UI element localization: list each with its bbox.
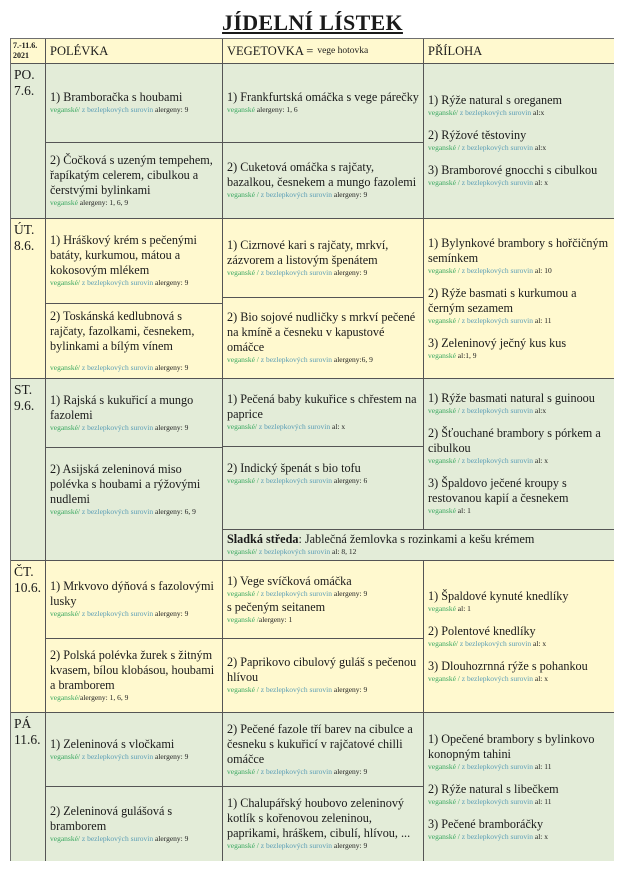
gluten-free-tag: z bezlepkových surovin <box>459 761 533 771</box>
dish-tags <box>50 693 218 703</box>
gluten-free-tag: z bezlepkových surovin <box>258 355 332 364</box>
dish-name: 1) Rýže natural s oreganem <box>428 93 563 107</box>
vegan-tag: veganské / <box>428 406 460 415</box>
vegan-tag: veganské / <box>227 685 259 694</box>
gluten-free-tag: z bezlepkových surovin <box>459 265 533 275</box>
day-date: 7.6. <box>14 83 35 98</box>
dish-item <box>50 233 218 289</box>
dish-tags <box>227 422 419 432</box>
vegan-tag: veganské/ <box>50 751 80 761</box>
vegan-tag: veganské / <box>428 761 460 771</box>
dish-name: 2) Polentové knedlíky <box>428 623 536 638</box>
side-cell <box>424 219 614 379</box>
dish-name: 3) Zeleninový ječný kus kus <box>428 335 567 350</box>
allergens: alergeny: 9 <box>153 751 189 761</box>
gluten-free-tag: z bezlepkových surovin <box>80 105 154 114</box>
day-cell <box>11 64 46 219</box>
dish-name: 2) Šťouchané brambory s pórkem a cibulkou <box>428 426 601 455</box>
allergens: al: x <box>532 456 548 465</box>
date-range: 7.-11.6. <box>13 41 38 50</box>
gluten-free-tag: z bezlepkových surovin <box>459 178 533 187</box>
dish-item <box>227 160 419 201</box>
day-cell <box>11 561 46 713</box>
vegan-tag: veganské / <box>227 267 259 277</box>
vegan-tag: veganské <box>428 350 456 360</box>
dish-name: 2) Rýže basmati s kurkumou a černým sezamem <box>428 285 577 315</box>
vegan-tag: veganské/ <box>227 547 257 556</box>
dish-name: 1) Vege svíčková omáčka <box>227 573 352 588</box>
dish-name: 2) Pečené fazole tří barev na cibulce a česneku s kukuřicí v rajčatové chilli omáčce <box>227 721 413 766</box>
dish-item <box>428 476 610 517</box>
allergens: alergeny:6, 9 <box>331 355 373 364</box>
page-title: JÍDELNÍ LÍSTEK <box>222 10 403 35</box>
side-cell <box>424 379 614 530</box>
dish-name: 3) Bramborové gnocchi s cibulkou <box>428 163 598 177</box>
soup-cell <box>46 219 223 304</box>
dish-name: 1) Rýže basmati natural s guinoou <box>428 391 595 405</box>
gluten-free-tag: z bezlepkových surovin <box>80 362 154 372</box>
gluten-free-tag: z bezlepkových surovin <box>257 422 331 431</box>
vegan-tag: veganské / <box>428 178 460 187</box>
dish-tags <box>428 266 610 276</box>
vegan-tag: veganské / <box>428 265 460 275</box>
vege-cell <box>223 219 424 298</box>
dish-name: 1) Chalupářský houbovo zeleninový kotlík s kořenovou zeleninou, paprikami, hráškem, cibulí, hlívou, ... <box>227 796 411 840</box>
vegan-tag: veganské / <box>428 831 460 841</box>
dish-item <box>227 90 419 116</box>
allergens: al:x <box>531 108 545 117</box>
dish-tags <box>50 507 218 517</box>
header-vege-note: vege hotovka <box>317 46 369 56</box>
vegan-tag: veganské / <box>428 673 460 683</box>
vegan-tag: veganské <box>50 197 78 207</box>
gluten-free-tag: z bezlepkových surovin <box>459 673 533 683</box>
dish-item <box>428 128 610 154</box>
allergens: al: 1 <box>455 506 471 515</box>
gluten-free-tag: z bezlepkových surovin <box>80 507 154 516</box>
gluten-free-tag: z bezlepkových surovin <box>80 609 154 618</box>
dish-tags <box>227 190 419 200</box>
vegan-tag: veganské / <box>428 143 460 152</box>
vegan-tag: veganské / <box>227 614 259 624</box>
vegan-tag: veganské/ <box>50 105 80 114</box>
vege-cell <box>223 64 424 143</box>
day-name: ČT. <box>14 564 34 579</box>
dish-name: 1) Bramboračka s houbami <box>50 90 183 104</box>
dish-name: 2) Rýžové těstoviny <box>428 128 527 142</box>
dish-tags <box>428 316 610 326</box>
dish-item <box>50 90 218 116</box>
dish-tags <box>428 674 610 684</box>
vegan-tag: veganské / <box>428 456 460 465</box>
dish-item <box>227 392 419 433</box>
day-name: PO. <box>14 67 35 82</box>
gluten-free-tag: z bezlepkových surovin <box>258 685 332 694</box>
allergens: al: 8, 12 <box>330 547 357 556</box>
sweet-dish <box>227 532 610 547</box>
dish-item <box>50 153 218 209</box>
dish-tags <box>428 178 610 188</box>
allergens: alergeny: 9 <box>153 609 189 618</box>
dish-tags <box>50 278 218 288</box>
dish-item <box>50 393 218 434</box>
dish-name: 1) Cizrnové kari s rajčaty, mrkví, zázvorem a listovým špenátem <box>227 237 389 267</box>
header-side-label: PŘÍLOHA <box>428 43 483 58</box>
gluten-free-tag: z bezlepkových surovin <box>80 751 154 761</box>
allergens: al: 10 <box>532 265 552 275</box>
sweet-label: Sladká středa <box>227 532 299 546</box>
dish-name: 1) Bylynkové brambory s hořčičným semínkem <box>428 235 609 265</box>
gluten-free-tag: z bezlepkových surovin <box>258 267 332 277</box>
day-date: 10.6. <box>14 580 41 595</box>
dish-tags <box>428 797 610 807</box>
day-cell <box>11 379 46 561</box>
allergens: alergeny: 1, 6, 9 <box>77 197 129 207</box>
vegan-tag: veganské/ <box>50 609 80 618</box>
vege-cell <box>223 298 424 379</box>
dish-tags <box>428 604 610 614</box>
allergens: alergeny: 6 <box>331 476 368 485</box>
vegan-tag: veganské/ <box>50 507 80 516</box>
dish-item <box>227 461 419 487</box>
header-side <box>424 39 614 64</box>
gluten-free-tag: z bezlepkových surovin <box>258 190 332 199</box>
gluten-free-tag: z bezlepkových surovin <box>80 422 154 432</box>
soup-cell <box>46 639 223 713</box>
dish-item <box>428 236 610 277</box>
soup-cell <box>46 64 223 143</box>
allergens: al: x <box>531 638 547 648</box>
day-date: 11.6. <box>14 732 41 747</box>
gluten-free-tag: z bezlepkových surovin <box>258 841 332 850</box>
vegan-tag: veganské / <box>227 476 259 485</box>
side-cell <box>424 713 614 861</box>
dish-name: 2) Rýže natural s libečkem <box>428 781 559 796</box>
gluten-free-tag: z bezlepkových surovin <box>80 833 154 843</box>
allergens: al: 11 <box>532 796 552 806</box>
day-cell <box>11 713 46 861</box>
dish-tags <box>50 834 218 844</box>
dish-name: 1) Opečené brambory s bylinkovo konopným tahini <box>428 731 595 761</box>
dish-tags <box>227 355 419 365</box>
gluten-free-tag: z bezlepkových surovin <box>459 831 533 841</box>
dish-item <box>227 238 419 279</box>
dish-tags <box>50 609 218 619</box>
dish-tags <box>227 615 419 625</box>
allergens: al: 11 <box>532 315 552 325</box>
day-cell <box>11 219 46 379</box>
gluten-free-tag: z bezlepkových surovin <box>459 406 533 415</box>
dish-item <box>428 817 610 843</box>
dish-tags <box>50 363 218 373</box>
soup-cell <box>46 787 223 861</box>
allergens: al: 1 <box>455 603 471 613</box>
dish-tags <box>428 506 610 516</box>
gluten-free-tag: z bezlepkových surovin <box>80 278 154 287</box>
header-soup-label: POLÉVKA <box>50 43 109 58</box>
vegan-tag: veganské/ <box>428 638 458 648</box>
gluten-free-tag: z bezlepkových surovin <box>459 456 533 465</box>
allergens: al: x <box>330 422 346 431</box>
vege-cell <box>223 787 424 861</box>
dish-item <box>50 804 218 845</box>
year: 2021 <box>13 51 29 60</box>
dish-item <box>50 737 218 763</box>
gluten-free-tag: z bezlepkových surovin <box>459 315 533 325</box>
dish-name: 3) Pečené bramboráčky <box>428 816 544 831</box>
allergens: alergeny: 9 <box>331 685 368 694</box>
dish-tags <box>227 767 419 777</box>
header-vege <box>223 39 424 64</box>
allergens: al: x <box>532 178 548 187</box>
day-date: 8.6. <box>14 238 35 253</box>
dish-name: 2) Cuketová omáčka s rajčaty, bazalkou, česnekem a mungo fazolemi <box>227 160 417 189</box>
dish-item <box>428 163 610 189</box>
soup-cell <box>46 304 223 379</box>
dish-item <box>227 574 419 626</box>
soup-cell <box>46 379 223 448</box>
dish-item <box>50 309 218 374</box>
allergens: alergeny: 9 <box>153 105 189 114</box>
dish-tags <box>227 685 419 695</box>
vegan-tag: veganské / <box>227 766 259 776</box>
dish-tags <box>227 476 419 486</box>
dish-name: 1) Pečená baby kukuřice s chřestem na paprice <box>227 392 417 421</box>
dish-name-extra: s pečeným seitanem <box>227 599 326 614</box>
vegan-tag: veganské / <box>428 315 460 325</box>
vegan-tag: veganské/ <box>50 362 80 372</box>
dish-tags <box>227 268 419 278</box>
vegan-tag: veganské / <box>227 588 259 598</box>
dish-name: 1) Hráškový krém s pečenými batáty, kurkumou, mátou a kokosovým mlékem <box>50 233 197 277</box>
allergens: alergeny: 9 <box>153 422 189 432</box>
allergens: alergeny: 9 <box>153 362 189 372</box>
dish-tags <box>50 423 218 433</box>
dish-tags <box>227 547 610 557</box>
dish-item <box>50 462 218 518</box>
dish-item <box>428 426 610 467</box>
dish-tags <box>428 406 610 416</box>
allergens: al:x <box>532 406 547 415</box>
gluten-free-tag: z bezlepkových surovin <box>458 108 532 117</box>
dish-item <box>428 782 610 808</box>
dish-tags <box>50 105 218 115</box>
dish-tags <box>428 762 610 772</box>
allergens: alergeny: 9 <box>331 588 368 598</box>
side-cell <box>424 64 614 219</box>
vegan-tag: veganské / <box>227 190 259 199</box>
dish-tags <box>428 143 610 153</box>
dish-tags <box>227 841 419 851</box>
gluten-free-tag: z bezlepkových surovin <box>258 476 332 485</box>
soup-cell <box>46 561 223 639</box>
allergens: al:x <box>532 143 547 152</box>
gluten-free-tag: z bezlepkových surovin <box>458 638 532 648</box>
dish-item <box>50 579 218 620</box>
dish-name: 2) Asijská zeleninová miso polévka s houbami a rýžovými nudlemi <box>50 462 201 506</box>
dish-tags <box>428 456 610 466</box>
dish-name: 2) Toskánská kedlubnová s rajčaty, fazolkami, česnekem, bylinkami a bílým vínem <box>50 308 195 353</box>
allergens: alergeny: 1, 6 <box>254 105 298 114</box>
dish-item <box>428 659 610 685</box>
day-name: PÁ <box>14 716 32 731</box>
allergens: al:1, 9 <box>455 350 477 360</box>
header-vege-label: VEGETOVKA = <box>227 43 314 58</box>
day-name: ST. <box>14 382 33 397</box>
dish-name: 1) Rajská s kukuřicí a mungo fazolemi <box>50 392 194 422</box>
dish-item <box>227 310 419 366</box>
allergens: al: x <box>532 673 548 683</box>
dish-item <box>227 655 419 696</box>
dish-item <box>50 648 218 704</box>
vege-cell <box>223 713 424 787</box>
vege-cell <box>223 143 424 219</box>
allergens: alergeny: 1, 6, 9 <box>80 692 129 702</box>
header-soup <box>46 39 223 64</box>
dish-name: 2) Bio sojové nudličky s mrkví pečené na kmíně a česneku v kapustové omáčce <box>227 310 416 354</box>
side-cell <box>424 561 614 713</box>
soup-cell <box>46 713 223 787</box>
dish-item <box>428 589 610 615</box>
vegan-tag: veganské <box>227 105 255 114</box>
dish-name: 2) Polská polévka žurek s žitným kvasem, bílou klobásou, houbami a bramborem <box>50 647 215 692</box>
dish-name: 3) Špaldovo ječené kroupy s restovanou kapií a česnekem <box>428 476 569 505</box>
vegan-tag: veganské/ <box>50 422 80 432</box>
dish-item <box>428 286 610 327</box>
sweet-text: : Jablečná žemlovka s rozinkami a kešu krémem <box>298 532 535 546</box>
day-date: 9.6. <box>14 398 35 413</box>
dish-name: 1) Mrkvovo dýňová s fazolovými lusky <box>50 579 214 608</box>
dish-item <box>428 624 610 650</box>
vege-cell <box>223 639 424 713</box>
vegan-tag: veganské / <box>428 796 460 806</box>
dish-tags <box>428 639 610 649</box>
vegan-tag: veganské/ <box>428 108 458 117</box>
allergens: al: x <box>532 831 548 841</box>
dish-item <box>428 93 610 119</box>
sweet-cell <box>223 530 614 561</box>
dish-item <box>227 796 419 852</box>
dish-name: 2) Čočková s uzeným tempehem, řapíkatým celerem, cibulkou a čerstvými bylinkami <box>50 152 213 197</box>
dish-item <box>428 391 610 417</box>
vege-cell <box>223 379 424 447</box>
menu-table <box>10 38 614 861</box>
vegan-tag: veganské/ <box>227 422 257 431</box>
gluten-free-tag: z bezlepkových surovin <box>258 766 332 776</box>
dish-tags <box>428 351 610 361</box>
allergens: alergeny: 9 <box>153 833 189 843</box>
allergens: alergeny: 9 <box>331 841 368 850</box>
dish-tags <box>428 832 610 842</box>
allergens: alergeny: 9 <box>331 766 368 776</box>
allergens: alergeny: 1 <box>258 614 293 624</box>
gluten-free-tag: z bezlepkových surovin <box>459 143 533 152</box>
dish-tags <box>50 752 218 762</box>
dish-name: 1) Špaldové kynuté knedlíky <box>428 588 569 603</box>
vegan-tag: veganské / <box>227 841 259 850</box>
allergens: alergeny: 9 <box>331 190 368 199</box>
dish-name: 2) Paprikovo cibulový guláš s pečenou hlívou <box>227 655 417 684</box>
dish-name: 1) Frankfurtská omáčka s vege párečky <box>227 90 419 104</box>
vegan-tag: veganské <box>428 506 456 515</box>
dish-item <box>428 732 610 773</box>
vegan-tag: veganské/ <box>50 278 80 287</box>
gluten-free-tag: z bezlepkových surovin <box>258 588 332 598</box>
dish-tags <box>227 589 419 599</box>
dish-name: 2) Indický špenát s bio tofu <box>227 461 361 475</box>
dish-tags <box>50 198 218 208</box>
vegan-tag: veganské <box>428 603 456 613</box>
dish-item <box>428 336 610 362</box>
vegan-tag: veganské / <box>227 355 259 364</box>
gluten-free-tag: z bezlepkových surovin <box>257 547 331 556</box>
allergens: alergeny: 9 <box>153 278 189 287</box>
dish-name: 1) Zeleninová s vločkami <box>50 736 175 751</box>
soup-cell <box>46 448 223 561</box>
date-range-header <box>11 39 46 64</box>
gluten-free-tag: z bezlepkových surovin <box>459 796 533 806</box>
allergens: al: 11 <box>532 761 552 771</box>
soup-cell <box>46 143 223 219</box>
vege-cell <box>223 561 424 639</box>
vegan-tag: veganské/ <box>50 692 80 702</box>
dish-name: 2) Zeleninová gulášová s bramborem <box>50 803 173 833</box>
day-name: ÚT. <box>14 222 35 237</box>
dish-tags <box>428 108 610 118</box>
allergens: alergeny: 6, 9 <box>153 507 196 516</box>
dish-item <box>227 722 419 778</box>
allergens: alergeny: 9 <box>331 267 368 277</box>
dish-tags <box>227 105 419 115</box>
vege-cell <box>223 447 424 530</box>
dish-name: 3) Dlouhozrnná rýže s pohankou <box>428 658 588 673</box>
vegan-tag: veganské/ <box>50 833 80 843</box>
